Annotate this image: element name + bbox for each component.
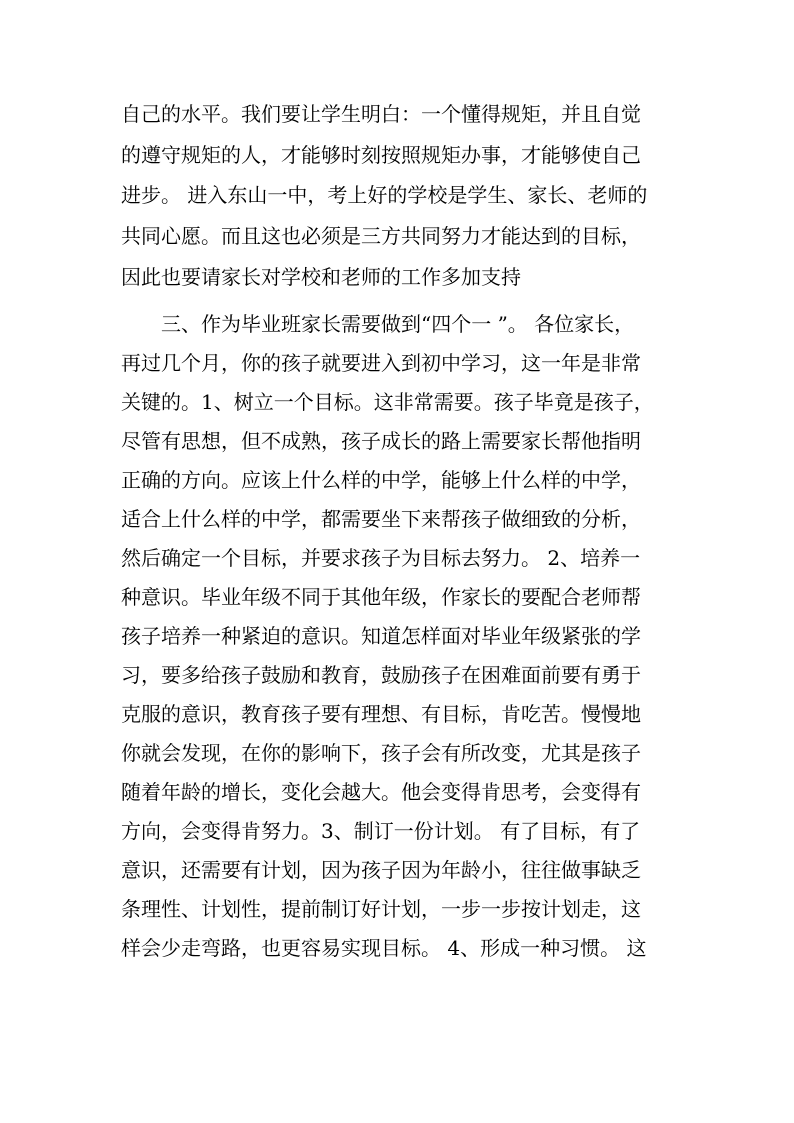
text-line-19: 方向，会变得肯努力。3、制订一份计划。 有了目标，有了 (121, 819, 641, 843)
text-line-15: 习，要多给孩子鼓励和教育，鼓励孩子在困难面前要有勇于 (121, 663, 641, 687)
text-line-8: 关键的。1、树立一个目标。这非常需要。孩子毕竟是孩子， (121, 390, 654, 414)
text-line-9: 尽管有思想，但不成熟，孩子成长的路上需要家长帮他指明 (121, 429, 641, 453)
text-line-20: 意识，还需要有计划，因为孩子因为年龄小，往往做事缺乏 (121, 858, 641, 882)
text-line-22: 样会少走弯路，也更容易实现目标。 4、形成一种习惯。 这 (121, 936, 647, 960)
text-line-16: 克服的意识，教育孩子要有理想、有目标，肯吃苦。慢慢地 (121, 702, 641, 726)
text-line-7: 再过几个月，你的孩子就要进入到初中学习，这一年是非常 (121, 351, 641, 375)
text-line-3: 进步。 进入东山一中，考上好的学校是学生、家长、老师的 (121, 183, 648, 207)
text-line-2: 的遵守规矩的人，才能够时刻按照规矩办事，才能够使自己 (121, 143, 641, 167)
text-line-10: 正确的方向。应该上什么样的中学，能够上什么样的中学， (121, 468, 641, 492)
text-line-5: 因此也要请家长对学校和老师的工作多加支持 (121, 265, 521, 289)
text-line-12: 然后确定一个目标，并要求孩子为目标去努力。 2、培养一 (121, 546, 641, 570)
text-line-11: 适合上什么样的中学，都需要坐下来帮孩子做细致的分析， (121, 507, 641, 531)
text-line-4: 共同心愿。而且这也必须是三方共同努力才能达到的目标， (121, 224, 641, 248)
text-line-21: 条理性、计划性，提前制订好计划，一步一步按计划走，这 (121, 897, 641, 921)
text-line-18: 随着年龄的增长，变化会越大。他会变得肯思考，会变得有 (121, 780, 641, 804)
text-line-13: 种意识。毕业年级不同于其他年级，作家长的要配合老师帮 (121, 585, 641, 609)
text-line-17: 你就会发现，在你的影响下，孩子会有所改变，尤其是孩子 (121, 741, 641, 765)
text-line-1: 自己的水平。我们要让学生明白：一个懂得规矩，并且自觉 (121, 102, 641, 126)
text-line-14: 孩子培养一种紧迫的意识。知道怎样面对毕业年级紧张的学 (121, 624, 641, 648)
paragraph-heading-line: 三、作为毕业班家长需要做到“四个一 ”。 各位家长， (161, 312, 635, 336)
